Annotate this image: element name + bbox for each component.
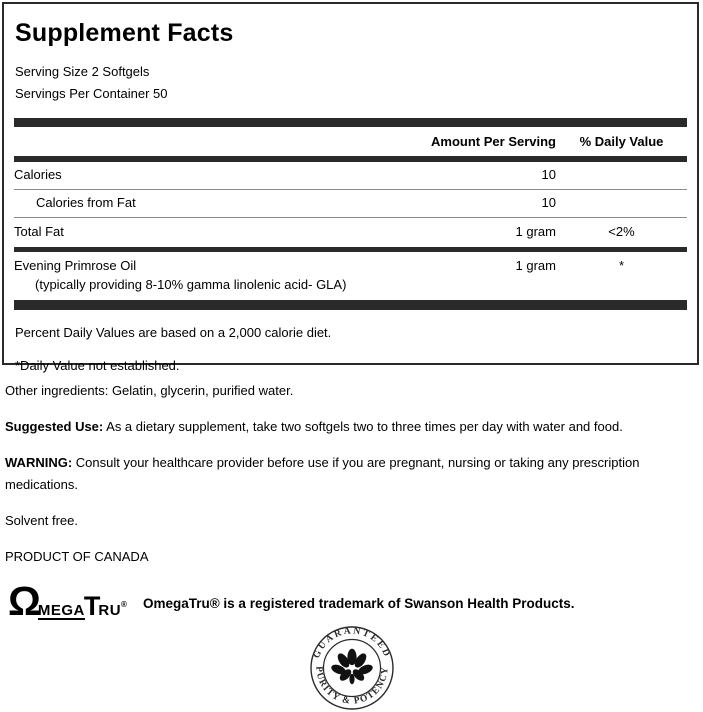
suggested-use bbox=[5, 416, 665, 438]
other-ingredients: Other ingredients: Gelatin, glycerin, purified water. bbox=[5, 383, 294, 398]
warning-text: Consult your healthcare provider before use if you are pregnant, nursing or taking any prescription medications. bbox=[5, 455, 640, 492]
seal-top-text: GUARANTEED bbox=[311, 626, 392, 660]
label-details bbox=[5, 374, 698, 712]
divider-thick-top bbox=[14, 118, 687, 127]
omega-symbol: Ω bbox=[8, 578, 40, 624]
header-amount-per-serving: Amount Per Serving bbox=[431, 134, 556, 149]
suggested-use-text: As a dietary supplement, take two softgels two to three times per day with water and food. bbox=[103, 419, 623, 434]
panel-title: Supplement Facts bbox=[15, 19, 234, 47]
serving-size: Serving Size 2 Softgels bbox=[15, 64, 150, 79]
supplement-facts-panel bbox=[2, 2, 699, 373]
row-daily-value: <2% bbox=[608, 224, 635, 239]
table-row-evening-primrose-oil bbox=[14, 252, 687, 300]
solvent-free-note: Solvent free. bbox=[5, 513, 78, 528]
divider-thick-bottom bbox=[14, 300, 687, 310]
seal-container bbox=[5, 624, 698, 712]
header-daily-value: % Daily Value bbox=[579, 134, 664, 149]
logo-t-text: T bbox=[83, 591, 101, 621]
warning-label: WARNING: bbox=[5, 455, 73, 470]
omegatru-logo bbox=[8, 578, 127, 624]
footnote-not-established: *Daily Value not established. bbox=[15, 358, 180, 373]
table-row-total-fat bbox=[14, 218, 687, 247]
row-amount: 1 gram bbox=[515, 258, 556, 273]
table-row-calories bbox=[14, 162, 687, 190]
row-name: Calories bbox=[14, 167, 62, 182]
logo-mega-text: MEGA bbox=[37, 602, 85, 619]
row-amount: 1 gram bbox=[515, 224, 556, 239]
row-amount: 10 bbox=[541, 195, 556, 210]
row-name: Evening Primrose Oil bbox=[14, 258, 137, 273]
row-name-group bbox=[14, 258, 391, 293]
row-name-subtext: (typically providing 8-10% gamma linolenic acid- GLA) bbox=[35, 277, 347, 292]
trademark-note: OmegaTru® is a registered trademark of Swanson Health Products. bbox=[142, 595, 575, 611]
seal-bottom-text: PURITY & POTENCY bbox=[312, 665, 391, 707]
row-daily-value: * bbox=[618, 258, 625, 273]
footnote-percent-dv: Percent Daily Values are based on a 2,000 calorie diet. bbox=[15, 325, 332, 340]
warning bbox=[5, 452, 660, 496]
row-name: Calories from Fat bbox=[36, 195, 136, 210]
leaf-cluster-icon bbox=[329, 649, 373, 684]
logo-ru-text: RU bbox=[98, 602, 122, 619]
row-amount: 10 bbox=[541, 167, 556, 182]
product-of-canada: PRODUCT OF CANADA bbox=[5, 549, 149, 564]
guaranteed-purity-potency-seal-icon bbox=[308, 624, 396, 712]
registered-mark-icon: ® bbox=[121, 600, 127, 609]
table-row-calories-from-fat bbox=[14, 190, 687, 218]
suggested-use-label: Suggested Use: bbox=[5, 419, 104, 434]
brand-row bbox=[5, 578, 698, 624]
row-name: Total Fat bbox=[14, 224, 64, 239]
servings-per-container: Servings Per Container 50 bbox=[15, 86, 168, 101]
table-header-row bbox=[14, 127, 687, 156]
